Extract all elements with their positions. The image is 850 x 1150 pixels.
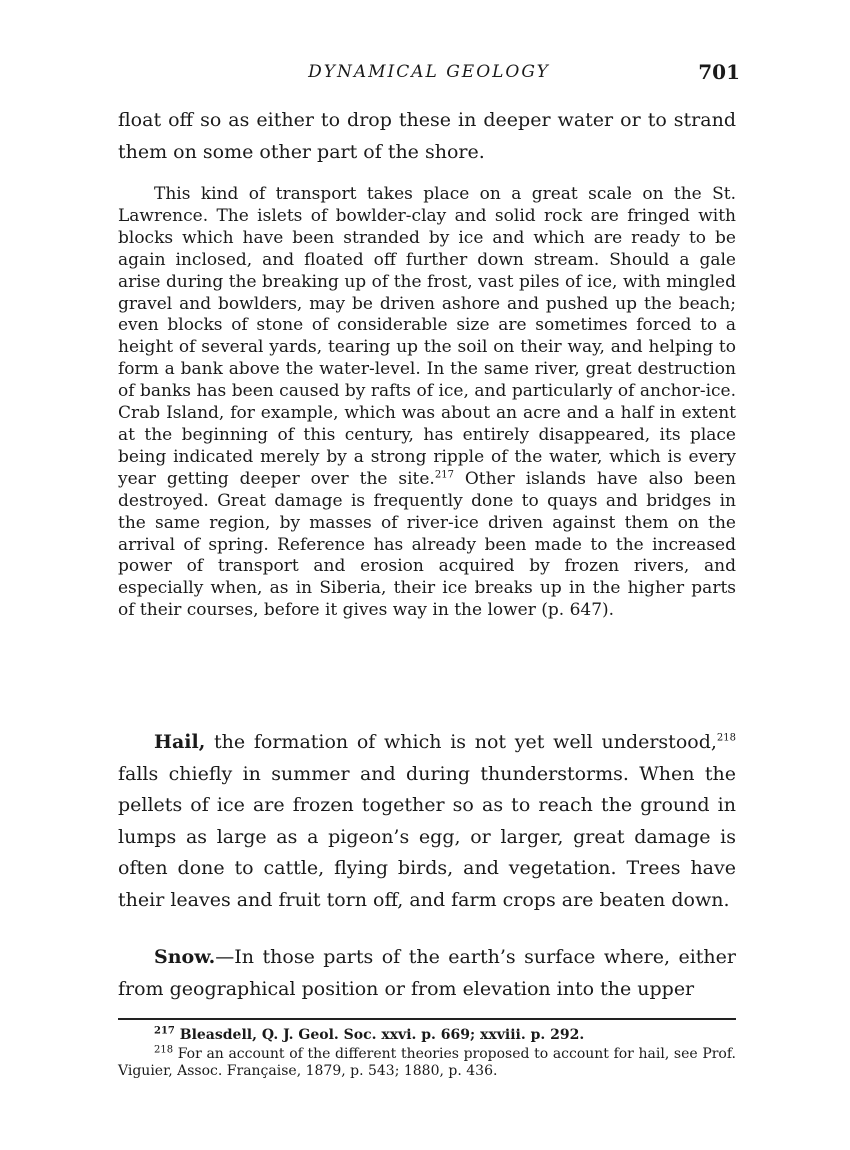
- footnote-217: [118, 1027, 736, 1044]
- footnote-218-number: 218: [154, 1044, 174, 1056]
- paragraph-continuation: [118, 105, 736, 168]
- footnote-rule: [118, 1018, 736, 1020]
- hail-text-a: the formation of which is not yet well understood,: [205, 731, 717, 753]
- footnote-218-text: For an account of the different theories proposed to account for hail, see Prof. Viguier, Assoc. Française, 1879, p. 543; 1880, p. 436.: [118, 1046, 736, 1079]
- paragraph-st-lawrence-rest: Other islands have also been destroyed. Great damage is frequently done to quays and bridges in the same region, by masses of river-ice driven against them on the arrival of spring. Reference has already been made to the increased power of transport and erosion acquired by frozen rivers, and especially when, as in Siberia, their ice breaks up in the higher parts of their courses, before it gives way in the lower (p. 647).: [118, 468, 736, 621]
- footnote-ref-218[interactable]: 218: [716, 732, 736, 744]
- snow-text: —In those parts of the earth’s surface where, either from geographical position or from elevation into the upper: [118, 946, 736, 1000]
- paragraph-hail: [118, 727, 736, 916]
- footnote-218: [118, 1046, 736, 1080]
- page-number: 701: [698, 60, 740, 84]
- hail-text-b: falls chiefly in summer and during thunderstorms. When the pellets of ice are frozen together so as to reach the ground in lumps as large as a pigeon’s egg, or larger, great damage is often done to cattle, flying birds, and vegetation. Trees have their leaves and fruit torn off, and farm crops are beaten down.: [118, 762, 736, 911]
- footnote-ref-217[interactable]: 217: [434, 469, 454, 481]
- footnote-217-number: 217: [154, 1025, 175, 1037]
- paragraph-snow: [118, 942, 736, 1005]
- paragraph-st-lawrence-text: This kind of transport takes place on a great scale on the St. Lawrence. The islets of bowlder-clay and solid rock are fringed with blocks which have been stranded by ice and which are ready to be again inclosed, and floated off further down stream. Should a gale arise during the breaking up of the frost, vast piles of ice, with mingled gravel and bowlders, may be driven ashore and pushed up the beach; even blocks of stone of considerable size are sometimes forced to a height of several yards, tearing up the soil on their way, and helping to form a bank above the water-level. In the same river, great destruction of banks has been caused by rafts of ice, and particularly of anchor-ice. Crab Island, for example, which was about an acre and a half in extent at the beginning of this century, has entirely disappeared, its place being indicated merely by a strong ripple of the water, which is every year getting deeper over the site.: [118, 184, 736, 489]
- snow-heading: Snow.: [154, 946, 216, 968]
- paragraph-continuation-text: float off so as either to drop these in deeper water or to strand them on some other part of the shore.: [118, 109, 736, 163]
- paragraph-st-lawrence: [118, 184, 736, 622]
- footnote-217-text: Bleasdell, Q. J. Geol. Soc. xxvi. p. 669; xxviii. p. 292.: [174, 1027, 585, 1043]
- running-head: DYNAMICAL GEOLOGY: [308, 62, 550, 82]
- hail-heading: Hail,: [154, 731, 206, 753]
- page-header: [118, 60, 740, 90]
